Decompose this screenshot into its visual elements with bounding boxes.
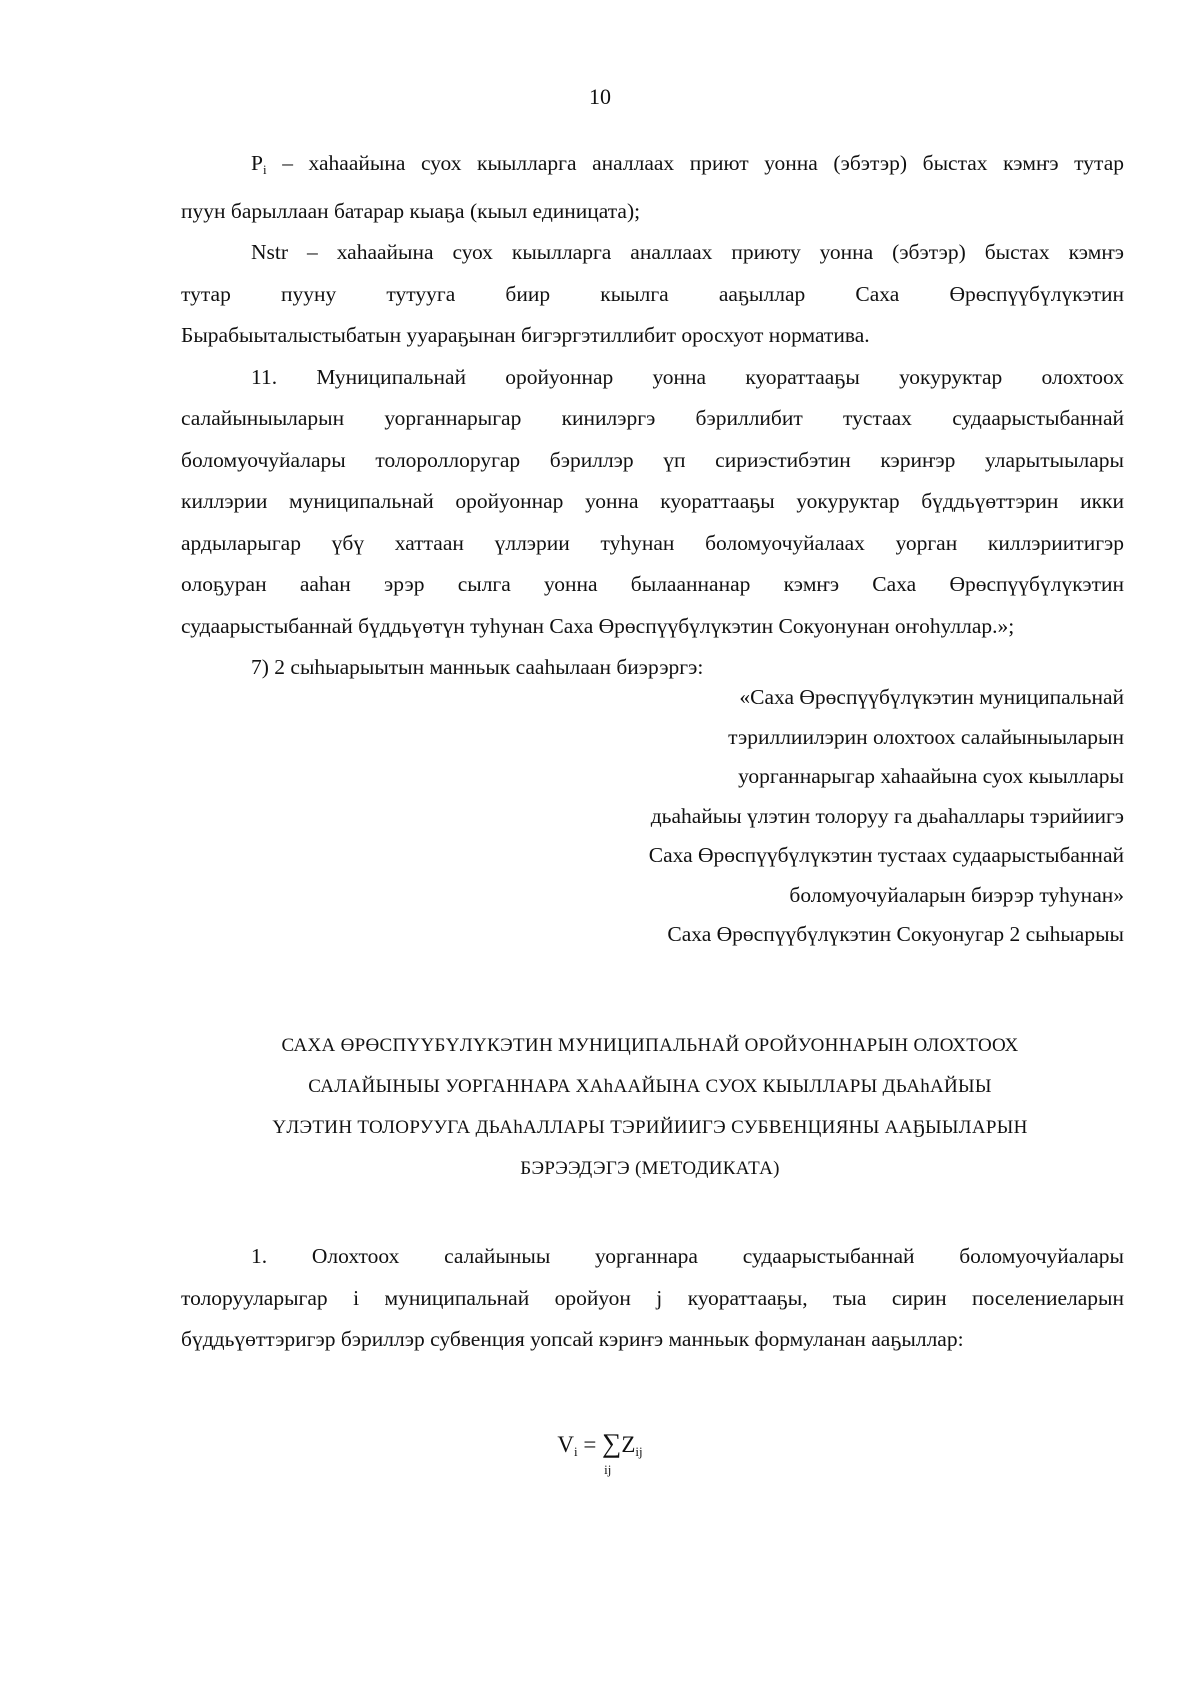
item-7-text: 7) 2 сыhыарыытын манньык сааhылаан биэрэргэ: <box>251 655 704 679</box>
formula-equals: = <box>583 1432 597 1457</box>
page-number: 10 <box>589 84 611 109</box>
epigraph-line-1: «Саха Өрөспүүбүлүкэтин муниципальнай <box>739 685 1124 709</box>
pi-definition-line-1: – хаhаайына суох кыылларга аналлаах приют уонна (эбэтэр) быстах кэмҥэ тутар <box>266 151 1124 175</box>
item-11 <box>181 357 1124 648</box>
nstr-definition-line-3: Бырабыыталыстыбатын ууараҕынан бигэргэтиллибит оросхуот норматива. <box>181 323 870 347</box>
formula-lhs: V <box>557 1432 574 1457</box>
subvention-formula <box>0 1428 1200 1477</box>
title-line-3: ҮЛЭТИН ТОЛОРУУГА ДЬАhАЛЛАРЫ ТЭРИЙИИГЭ СУБВЕНЦИЯНЫ ААҔЫЫЛАРЫН <box>272 1117 1028 1138</box>
formula-sum-sign: ∑ <box>602 1428 622 1458</box>
item-11-line-1: 11. Муниципальнай оройуоннар уонна куораттааҕы уокуруктар олохтоох <box>251 364 1124 389</box>
formula-sum-index: ij <box>604 1462 612 1477</box>
item-11-line-6: олоҕуран ааhан эрэр сылга уонна былааннанар кэмҥэ Саха Өрөспүүбүлүкэтин <box>181 572 1124 596</box>
epigraph-line-6: боломуочуйаларын биэрэр туhунан» <box>789 882 1124 907</box>
pi-subscript: i <box>262 162 267 177</box>
nstr-definition-line-2: тутар пууну тутууга биир кыылга ааҕыллар Саха Өрөспүүбүлүкэтин <box>181 281 1124 306</box>
nstr-definition <box>181 232 1124 357</box>
formula-term-subscript: ij <box>635 1444 643 1459</box>
item-1-line-3: бүддьүөттэригэр бэриллэр субвенция уопсай кэриҥэ манньык формуланан ааҕыллар: <box>181 1327 964 1351</box>
methodology-title <box>200 1025 1100 1189</box>
item-11-line-7: судаарыстыбаннай бүддьүөтүн туhунан Саха Өрөспүүбүлүкэтин Сокуонунан оҥоhуллар.»; <box>181 613 1015 638</box>
item-1-line-2: толорууларыгар i муниципальнай оройуон j куораттааҕы, тыа сирин поселениеларын <box>181 1285 1124 1310</box>
title-line-4: БЭРЭЭДЭГЭ (МЕТОДИКАТА) <box>520 1158 780 1179</box>
item-11-line-4: киллэрии муниципальнай оройуоннар уонна куораттааҕы уокуруктар бүддьүөттэрин икки <box>181 489 1124 513</box>
item-1 <box>181 1236 1124 1361</box>
epigraph-line-7: Саха Өрөспүүбүлүкэтин Сокуонугар 2 сыhыарыы <box>667 922 1124 946</box>
item-1-line-1: 1. Олохтоох салайыныы уорганнара судаарыстыбаннай боломуочуйалары <box>251 1244 1124 1268</box>
title-line-2: САЛАЙЫНЫЫ УОРГАННАРА ХАhААЙЫНА СУОХ КЫЫЛЛАРЫ ДЬАhАЙЫЫ <box>308 1076 992 1097</box>
epigraph-line-4: дьаhайыы үлэтин толоруу га дьаhаллары тэрийиигэ <box>650 803 1124 828</box>
epigraph-line-5: Саха Өрөспүүбүлүкэтин тустаах судаарыстыбаннай <box>648 843 1124 867</box>
item-11-line-5: ардыларыгар үбү хаттаан үллэрии туhунан боломуочуйалаах уорган киллэриитигэр <box>181 530 1124 555</box>
definitions-section <box>181 143 1124 689</box>
appendix-epigraph <box>424 678 1124 955</box>
pi-symbol: P <box>251 151 263 175</box>
item-11-line-2: салайыныыларын уорганнарыгар кинилэргэ бэриллибит тустаах судаарыстыбаннай <box>181 406 1124 430</box>
pi-definition <box>181 143 1124 232</box>
pi-definition-line-2: пуун барыллаан батарар кыаҕа (кыыл единицата); <box>181 198 641 223</box>
item-11-line-3: боломуочуйалары толороллоругар бэриллэр үп сириэстибэтин кэриҥэр уларытыылары <box>181 447 1124 472</box>
formula-lhs-subscript: i <box>573 1444 578 1459</box>
formula-term: Z <box>621 1432 636 1457</box>
nstr-definition-line-1: Nstr – хаhаайына суох кыылларга аналлаах приюту уонна (эбэтэр) быстах кэмҥэ <box>251 240 1124 264</box>
epigraph-line-3: уорганнарыгар хаhаайына суох кыыллары <box>738 764 1124 788</box>
epigraph-line-2: тэриллиилэрин олохтоох салайыныыларын <box>728 724 1124 749</box>
title-line-1: САХА ӨРӨСПҮҮБҮЛҮКЭТИН МУНИЦИПАЛЬНАЙ ОРОЙУОННАРЫН ОЛОХТООХ <box>281 1035 1019 1056</box>
